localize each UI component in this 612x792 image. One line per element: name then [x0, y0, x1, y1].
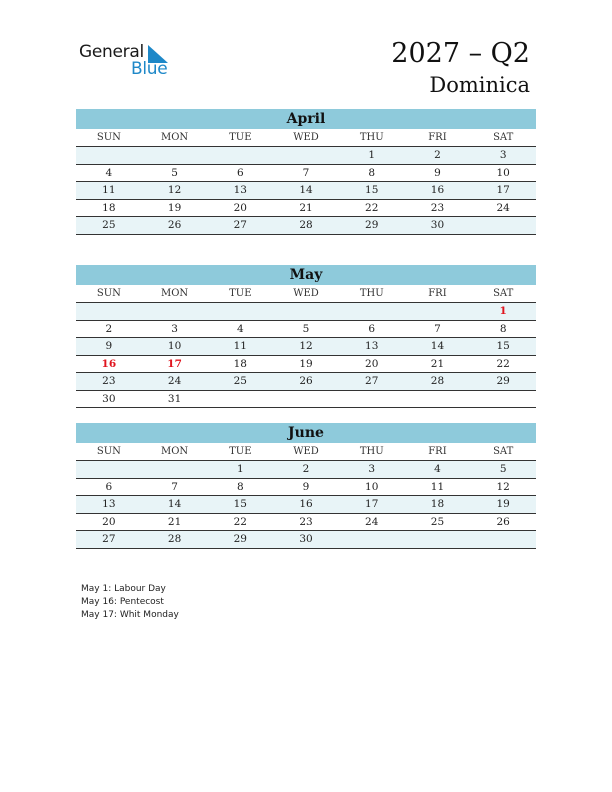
- day-cell: 21: [430, 357, 445, 370]
- day-cell: 20: [365, 357, 379, 370]
- weekday-label: SUN: [96, 132, 121, 143]
- weekday-label: SUN: [96, 446, 121, 457]
- day-cell: 26: [299, 375, 313, 387]
- day-cell: 5: [499, 463, 507, 475]
- day-cell: 25: [102, 219, 116, 231]
- month-name: April: [76, 109, 536, 129]
- weekday-label: MON: [160, 132, 189, 143]
- weekday-label: THU: [359, 132, 384, 143]
- day-cell: 26: [167, 219, 182, 231]
- weekday-label: FRI: [428, 446, 447, 457]
- weekday-header-row: [76, 285, 536, 303]
- weekday-header-row: [76, 443, 536, 461]
- day-cell: 2: [302, 463, 310, 475]
- day-cell: 30: [430, 219, 445, 231]
- page-title: 2027 – Q2: [391, 38, 530, 69]
- day-cell: 24: [496, 201, 510, 214]
- day-cell: 5: [171, 166, 178, 179]
- day-cell: 10: [496, 166, 510, 179]
- month-calendar-june: [76, 423, 536, 549]
- weekday-label: SAT: [493, 288, 514, 299]
- month-name: May: [76, 265, 536, 285]
- day-cell: [142, 303, 208, 320]
- day-cell: 3: [171, 322, 178, 335]
- week-row: [76, 200, 536, 218]
- weekday-label: FRI: [428, 288, 447, 299]
- day-cell: 5: [302, 322, 310, 335]
- holiday-note: May 16: Pentecost: [81, 597, 164, 607]
- day-cell: 23: [430, 201, 445, 214]
- day-cell: 13: [102, 498, 116, 510]
- day-cell: [273, 147, 339, 164]
- day-cell: 21: [299, 201, 313, 214]
- day-cell: 25: [233, 375, 247, 387]
- day-cell: 8: [368, 166, 376, 179]
- day-cell: 15: [496, 340, 510, 352]
- day-cell: 7: [302, 166, 310, 179]
- day-cell: 17: [496, 184, 510, 196]
- week-row: [76, 373, 536, 391]
- day-cell: 4: [434, 463, 441, 475]
- day-cell: 23: [299, 515, 313, 528]
- day-cell: 15: [233, 498, 247, 510]
- day-cell: 8: [236, 480, 244, 493]
- weekday-label: WED: [293, 132, 319, 143]
- weekday-label: SAT: [493, 446, 514, 457]
- week-row: [76, 531, 536, 549]
- day-cell: 24: [365, 515, 379, 528]
- day-cell: 17: [167, 357, 182, 370]
- weekday-label: SAT: [493, 132, 514, 143]
- week-row: [76, 496, 536, 514]
- day-cell: 28: [430, 375, 445, 387]
- holiday-notes: [81, 583, 179, 622]
- day-cell: 19: [299, 357, 313, 370]
- month-name: June: [76, 423, 536, 443]
- weekday-label: FRI: [428, 132, 447, 143]
- day-cell: 23: [102, 375, 116, 387]
- holiday-note: May 1: Labour Day: [81, 584, 166, 594]
- day-cell: 25: [430, 515, 445, 528]
- day-cell: 1: [236, 463, 244, 475]
- day-cell: 13: [233, 184, 247, 196]
- weekday-label: TUE: [229, 288, 252, 299]
- day-cell: 17: [365, 498, 379, 510]
- weekday-label: SUN: [96, 288, 121, 299]
- day-cell: [76, 147, 142, 164]
- day-cell: 12: [496, 480, 510, 493]
- day-cell: 28: [299, 219, 313, 231]
- month-calendar-april: [76, 109, 536, 235]
- day-cell: 2: [105, 322, 113, 335]
- day-cell: [339, 531, 405, 548]
- day-cell: 16: [430, 184, 445, 196]
- day-cell: 29: [365, 219, 379, 231]
- day-cell: [405, 303, 471, 320]
- day-cell: 14: [167, 498, 182, 510]
- day-cell: [76, 303, 142, 320]
- day-cell: 10: [167, 340, 182, 352]
- week-row: [76, 147, 536, 165]
- week-row: [76, 356, 536, 374]
- day-cell: 7: [434, 322, 441, 335]
- day-cell: 2: [434, 149, 441, 161]
- day-cell: 7: [171, 480, 178, 493]
- weekday-label: MON: [160, 446, 189, 457]
- day-cell: 9: [105, 340, 113, 352]
- day-cell: 30: [102, 392, 116, 405]
- day-cell: 14: [299, 184, 313, 196]
- day-cell: 6: [236, 166, 244, 179]
- logo-text-blue: Blue: [131, 59, 168, 79]
- day-cell: 22: [496, 357, 510, 370]
- day-cell: 27: [233, 219, 247, 231]
- country-name: Dominica: [429, 73, 530, 97]
- day-cell: 22: [365, 201, 379, 214]
- day-cell: 11: [102, 184, 116, 196]
- week-row: [76, 303, 536, 321]
- week-row: [76, 479, 536, 497]
- day-cell: 3: [368, 463, 376, 475]
- week-row: [76, 514, 536, 532]
- day-cell: 6: [368, 322, 376, 335]
- day-cell: [142, 461, 208, 478]
- day-cell: 21: [167, 515, 182, 528]
- day-cell: [76, 461, 142, 478]
- day-cell: 22: [233, 515, 247, 528]
- day-cell: [142, 147, 208, 164]
- day-cell: 15: [365, 184, 379, 196]
- day-cell: [207, 147, 273, 164]
- day-cell: 20: [102, 515, 116, 528]
- day-cell: 28: [167, 533, 182, 545]
- day-cell: 3: [499, 149, 507, 161]
- day-cell: 4: [105, 166, 113, 179]
- weekday-label: TUE: [229, 446, 252, 457]
- day-cell: [273, 391, 339, 408]
- day-cell: 27: [102, 533, 116, 545]
- day-cell: [339, 391, 405, 408]
- weekday-label: MON: [160, 288, 189, 299]
- day-cell: 18: [102, 201, 116, 214]
- weekday-header-row: [76, 129, 536, 147]
- day-cell: 11: [430, 480, 445, 493]
- weekday-label: WED: [293, 446, 319, 457]
- week-row: [76, 461, 536, 479]
- day-cell: 14: [430, 340, 445, 352]
- day-cell: 26: [496, 515, 510, 528]
- week-row: [76, 391, 536, 409]
- day-cell: 24: [167, 375, 182, 387]
- week-row: [76, 165, 536, 183]
- weekday-label: TUE: [229, 132, 252, 143]
- weekday-label: THU: [359, 446, 384, 457]
- day-cell: 4: [236, 322, 244, 335]
- day-cell: 20: [233, 201, 247, 214]
- weekday-label: THU: [359, 288, 384, 299]
- day-cell: 1: [368, 149, 376, 161]
- logo-text-general: General: [79, 42, 144, 62]
- day-cell: 29: [233, 533, 247, 545]
- day-cell: 16: [101, 357, 117, 370]
- day-cell: 31: [167, 392, 182, 405]
- day-cell: 19: [167, 201, 182, 214]
- day-cell: 19: [496, 498, 510, 510]
- day-cell: 9: [302, 480, 310, 493]
- day-cell: [207, 303, 273, 320]
- day-cell: 9: [434, 166, 441, 179]
- day-cell: [405, 391, 471, 408]
- day-cell: 27: [365, 375, 379, 387]
- day-cell: [405, 531, 471, 548]
- day-cell: 11: [233, 340, 247, 352]
- month-calendar-may: [76, 265, 536, 408]
- day-cell: 1: [499, 305, 507, 317]
- day-cell: [470, 531, 536, 548]
- day-cell: 16: [299, 498, 313, 510]
- logo: [79, 42, 179, 82]
- day-cell: [470, 217, 536, 234]
- day-cell: 18: [233, 357, 247, 370]
- day-cell: 13: [365, 340, 379, 352]
- day-cell: 29: [496, 375, 510, 387]
- day-cell: 18: [430, 498, 445, 510]
- day-cell: 12: [299, 340, 313, 352]
- day-cell: [470, 391, 536, 408]
- week-row: [76, 338, 536, 356]
- holiday-note: May 17: Whit Monday: [81, 610, 179, 620]
- day-cell: 8: [499, 322, 507, 335]
- week-row: [76, 182, 536, 200]
- day-cell: [273, 303, 339, 320]
- week-row: [76, 321, 536, 339]
- day-cell: [339, 303, 405, 320]
- weekday-label: WED: [293, 288, 319, 299]
- day-cell: 6: [105, 480, 113, 493]
- day-cell: 10: [365, 480, 379, 493]
- day-cell: 30: [299, 533, 313, 545]
- day-cell: 12: [167, 184, 182, 196]
- week-row: [76, 217, 536, 235]
- day-cell: [207, 391, 273, 408]
